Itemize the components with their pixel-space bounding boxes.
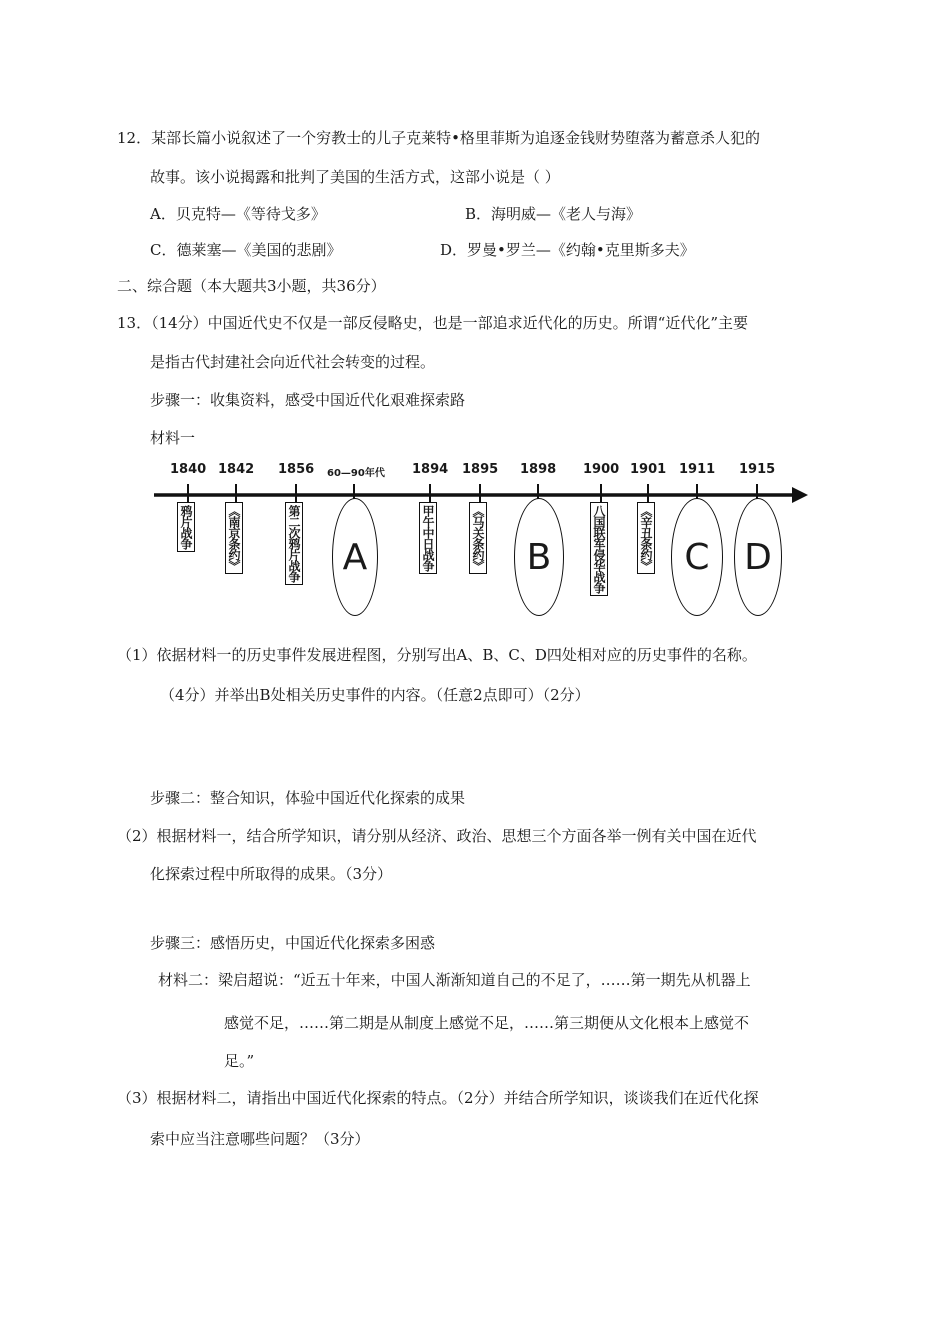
blank-oval-d: D	[734, 498, 782, 616]
q13-sub1-line1: （1）依据材料一的历史事件发展进程图，分别写出A、B、C、D四处相对应的历史事件的名称。	[117, 646, 757, 664]
material-two-line3: 足。”	[224, 1052, 255, 1070]
timeline-year-1915: 1915	[739, 462, 776, 477]
timeline-year-60-90s: 60—90年代	[327, 468, 385, 479]
step-two: 步骤二：整合知识，体验中国近代化探索的成果	[150, 789, 466, 807]
timeline-year-1856: 1856	[278, 462, 315, 477]
step-one: 步骤一：收集资料，感受中国近代化艰难探索路	[150, 391, 466, 409]
timeline-year-1840: 1840	[170, 462, 207, 477]
blank-oval-a: A	[332, 498, 378, 616]
event-label-1894: 甲午中日战争	[419, 502, 437, 574]
event-label-1900: 八国联军侵华战争	[590, 502, 608, 596]
q12-stem-line1: 12．某部长篇小说叙述了一个穷教士的儿子克莱特•格里菲斯为追逐金钱财势堕落为蓄意杀人犯的	[117, 129, 760, 147]
timeline-figure	[150, 458, 810, 628]
material-two-line1: 材料二：梁启超说：“近五十年来，中国人渐渐知道自己的不足了，……第一期先从机器上	[158, 971, 751, 989]
q12-option-d: D．罗曼•罗兰—《约翰•克里斯多夫》	[440, 241, 695, 259]
q13-intro-line2: 是指古代封建社会向近代社会转变的过程。	[150, 353, 436, 371]
timeline-year-1900: 1900	[583, 462, 620, 477]
timeline-year-1842: 1842	[218, 462, 255, 477]
q13-sub2-line2: 化探索过程中所取得的成果。（3分）	[150, 865, 393, 883]
section-heading: 二、综合题（本大题共3小题，共36分）	[117, 277, 386, 295]
event-label-1895: 《马关条约》	[469, 502, 487, 574]
q13-sub2-line1: （2）根据材料一，结合所学知识，请分别从经济、政治、思想三个方面各举一例有关中国在近代	[117, 827, 757, 845]
timeline-year-1894: 1894	[412, 462, 449, 477]
q13-sub3-line1: （3）根据材料二，请指出中国近代化探索的特点。（2分）并结合所学知识，谈谈我们在近代化探	[117, 1089, 759, 1107]
event-label-1842: 《南京条约》	[225, 502, 243, 574]
timeline-year-1901: 1901	[630, 462, 667, 477]
timeline-year-1898: 1898	[520, 462, 557, 477]
blank-oval-b: B	[514, 498, 564, 616]
step-three: 步骤三：感悟历史，中国近代化探索多困惑	[150, 934, 436, 952]
blank-oval-c: C	[671, 498, 723, 616]
event-label-1856: 第二次鸦片战争	[285, 502, 303, 585]
timeline-year-1911: 1911	[679, 462, 716, 477]
material-one-label: 材料一	[150, 429, 196, 447]
timeline-year-1895: 1895	[462, 462, 499, 477]
q13-intro-line1: 13．（14分）中国近代史不仅是一部反侵略史，也是一部追求近代化的历史。所谓“近代化”主要	[117, 314, 749, 332]
q13-sub1-line2: （4分）并举出B处相关历史事件的内容。（任意2点即可）（2分）	[160, 686, 590, 704]
q12-option-b: B．海明威—《老人与海》	[465, 205, 642, 223]
q13-sub3-line2: 索中应当注意哪些问题？（3分）	[150, 1130, 370, 1148]
q12-option-a: A．贝克特—《等待戈多》	[150, 205, 326, 223]
event-label-1840: 鸦片战争	[177, 502, 195, 552]
event-label-1901: 《辛丑条约》	[637, 502, 655, 574]
q12-stem-line2: 故事。该小说揭露和批判了美国的生活方式，这部小说是（ ）	[150, 168, 560, 186]
q12-option-c: C．德莱塞—《美国的悲剧》	[150, 241, 342, 259]
material-two-line2: 感觉不足，……第二期是从制度上感觉不足，……第三期便从文化根本上感觉不	[224, 1014, 750, 1032]
